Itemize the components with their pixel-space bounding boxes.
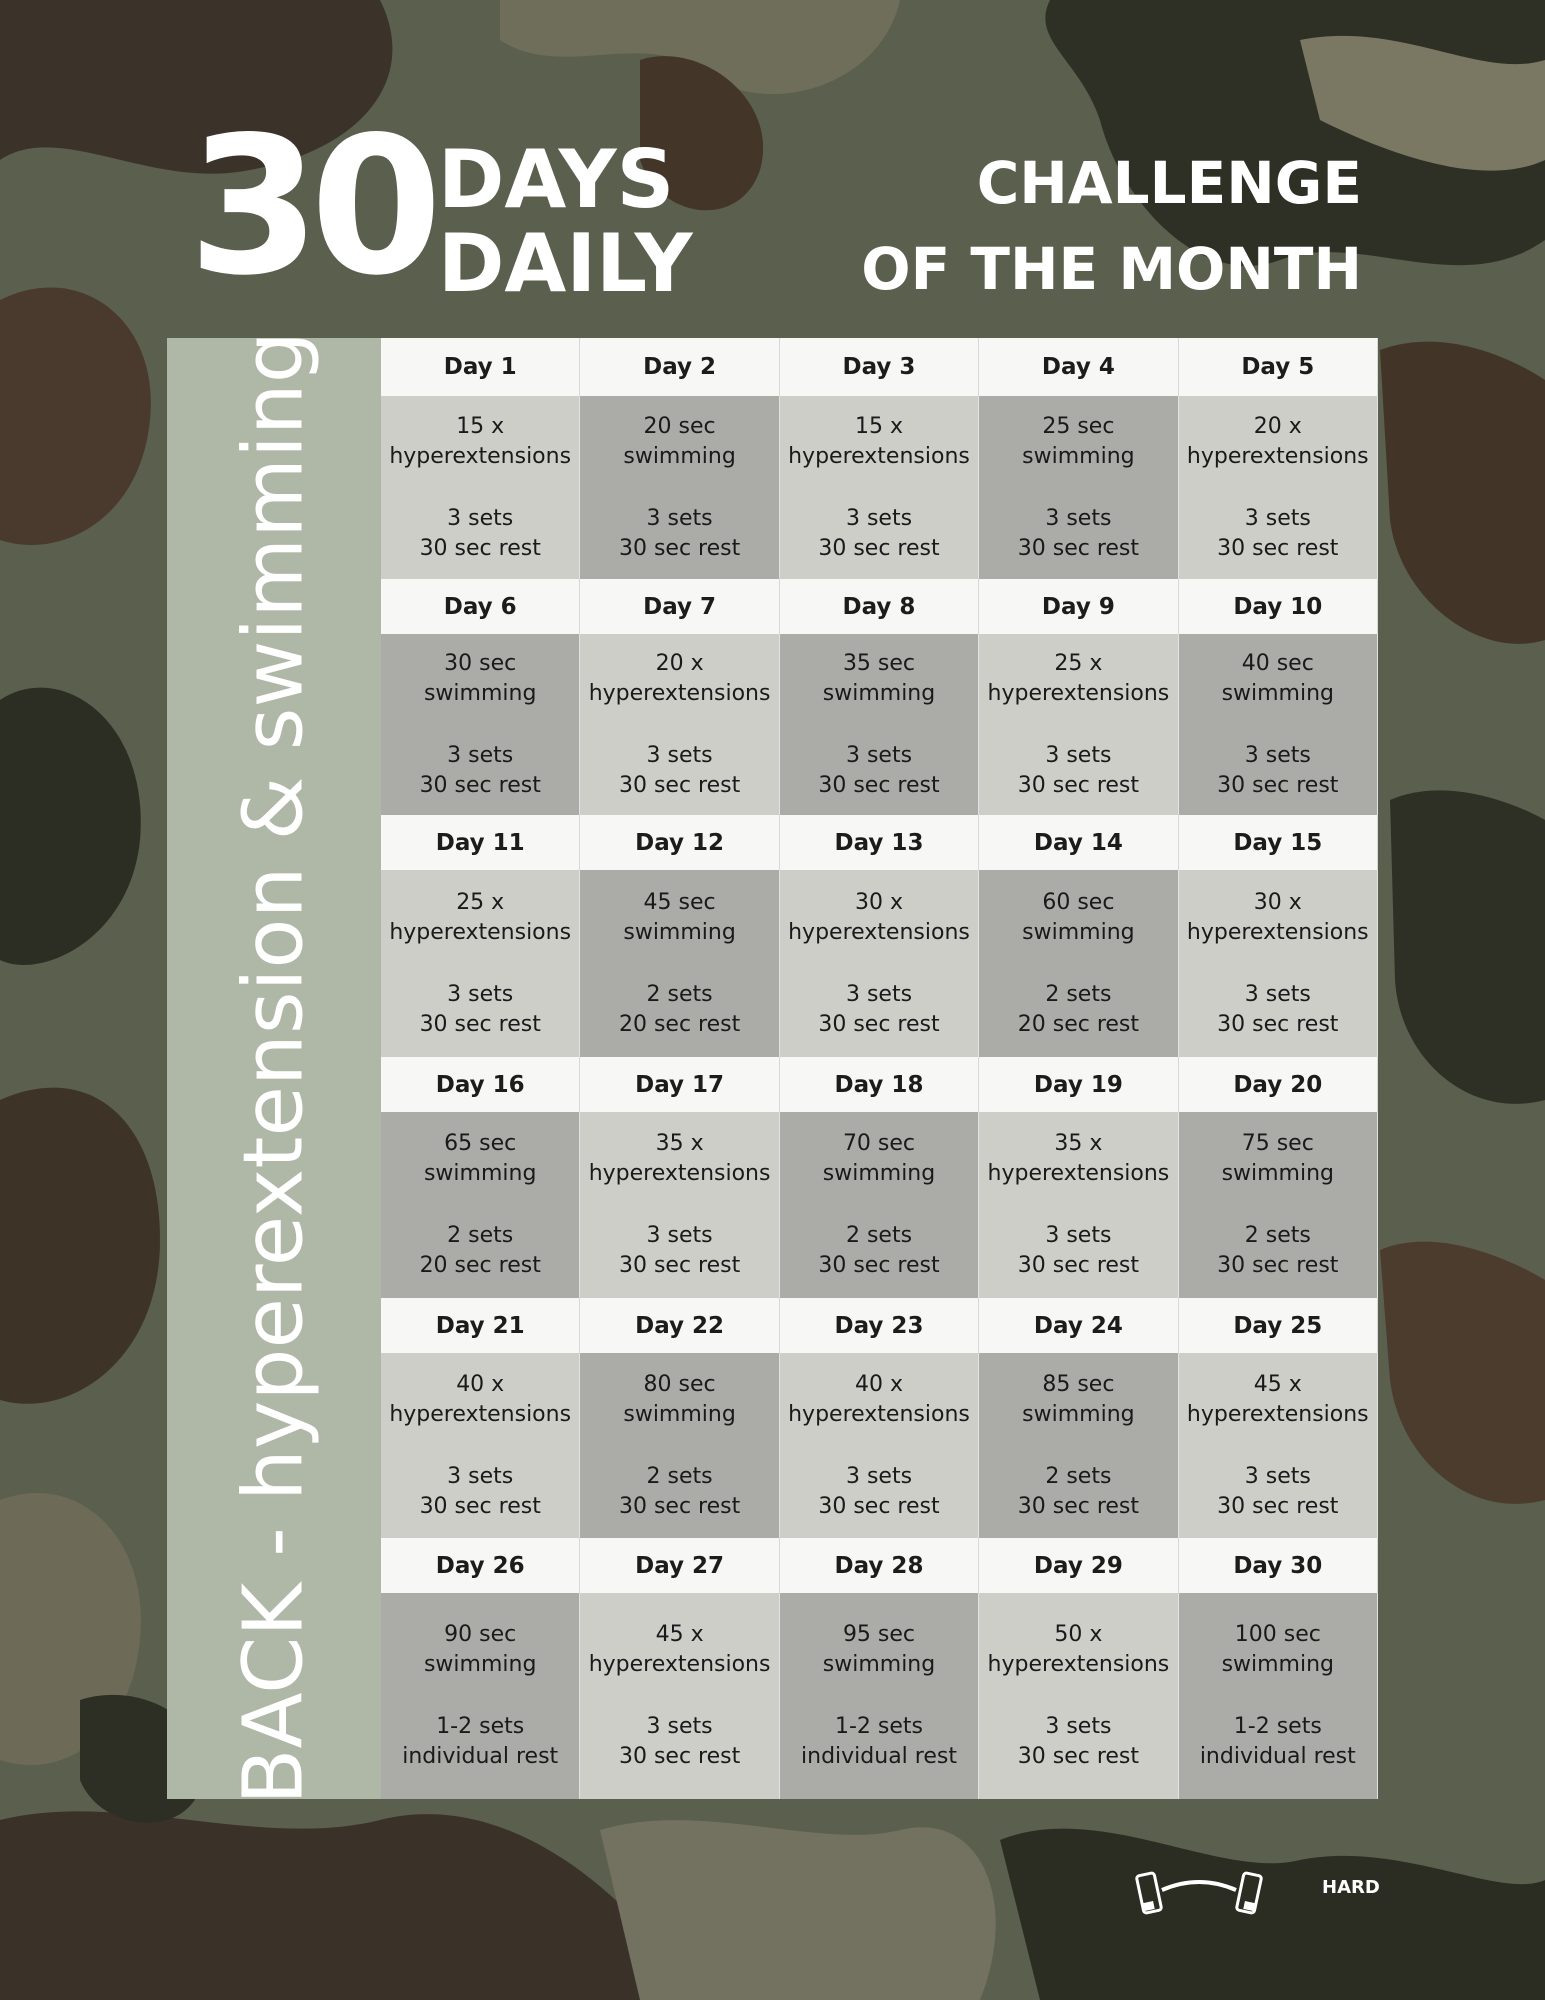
day-header: Day 15 xyxy=(1179,815,1378,870)
day-cell xyxy=(979,1593,1178,1799)
sets-text: 2 sets xyxy=(646,981,713,1007)
exercise-name: swimming xyxy=(423,1652,537,1677)
day-cell xyxy=(780,634,979,815)
sets-text: 3 sets xyxy=(845,981,913,1007)
sets-text: 3 sets xyxy=(845,742,913,768)
day-header: Day 11 xyxy=(381,815,580,870)
exercise-name: swimming xyxy=(623,1401,736,1427)
day-header: Day 9 xyxy=(979,579,1178,634)
day-header: Day 14 xyxy=(979,815,1178,870)
exercise-amount: 90 sec xyxy=(444,1622,517,1647)
exercise-amount: 60 sec xyxy=(1042,889,1115,915)
exercise-amount: 45 x xyxy=(655,1622,704,1647)
exercise-amount: 25 x xyxy=(1054,650,1103,676)
day-cell xyxy=(580,870,779,1057)
day-header: Day 4 xyxy=(979,338,1178,396)
barbell-icon xyxy=(1134,1868,1264,1918)
rest-text: 30 sec rest xyxy=(818,1493,940,1519)
exercise-amount: 65 sec xyxy=(444,1131,517,1156)
exercise-amount: 100 sec xyxy=(1234,1622,1321,1647)
exercise-name: hyperextensions xyxy=(389,919,572,945)
day-cell xyxy=(979,1112,1178,1298)
exercise-amount: 35 x xyxy=(1054,1131,1103,1156)
sets-text: 1-2 sets xyxy=(834,1714,923,1739)
exercise-amount: 95 sec xyxy=(842,1622,916,1647)
day-cell xyxy=(381,1112,580,1298)
day-cell xyxy=(1179,1593,1378,1799)
sets-text: 3 sets xyxy=(447,742,514,768)
day-header: Day 21 xyxy=(381,1298,580,1353)
day-cell xyxy=(979,870,1178,1057)
day-cell xyxy=(780,870,979,1057)
day-cell xyxy=(780,1593,979,1799)
exercise-name: swimming xyxy=(623,919,736,945)
rest-text: 30 sec rest xyxy=(1017,1744,1140,1769)
rest-text: individual rest xyxy=(402,1744,559,1769)
day-cell xyxy=(580,634,779,815)
rest-text: 30 sec rest xyxy=(419,1011,541,1037)
exercise-name: swimming xyxy=(822,1652,936,1677)
exercise-amount: 35 x xyxy=(655,1131,704,1156)
day-header: Day 2 xyxy=(580,338,779,396)
exercise-amount: 25 x xyxy=(456,889,505,915)
exercise-name: hyperextensions xyxy=(588,680,771,706)
sets-text: 3 sets xyxy=(1244,505,1311,531)
exercise-name: swimming xyxy=(1022,919,1135,945)
exercise-name: hyperextensions xyxy=(788,443,970,469)
exercise-name: swimming xyxy=(1022,1401,1135,1427)
rest-text: 30 sec rest xyxy=(818,1011,940,1037)
exercise-name: hyperextensions xyxy=(1186,443,1369,469)
difficulty-label: HARD xyxy=(1322,1877,1380,1898)
sets-text: 3 sets xyxy=(1244,981,1311,1007)
sets-text: 2 sets xyxy=(646,1463,713,1489)
day-header: Day 10 xyxy=(1179,579,1378,634)
day-cell xyxy=(381,870,580,1057)
exercise-name: swimming xyxy=(1221,1652,1335,1677)
sidebar-title: BACK - hyperextension & swimming xyxy=(226,331,322,1805)
rest-text: 20 sec rest xyxy=(419,1253,541,1278)
day-header: Day 3 xyxy=(780,338,979,396)
title-line-days: DAYS xyxy=(438,133,675,226)
sets-text: 2 sets xyxy=(845,1223,913,1248)
day-grid xyxy=(381,338,1378,1799)
rest-text: 20 sec rest xyxy=(1017,1011,1140,1037)
challenge-line-2: OF THE MONTH xyxy=(861,235,1362,303)
day-cell xyxy=(580,1112,779,1298)
day-header: Day 8 xyxy=(780,579,979,634)
exercise-amount: 40 x xyxy=(456,1371,505,1397)
day-header: Day 7 xyxy=(580,579,779,634)
day-cell xyxy=(580,1593,779,1799)
exercise-amount: 40 sec xyxy=(1241,650,1314,676)
exercise-name: hyperextensions xyxy=(987,680,1170,706)
sets-text: 3 sets xyxy=(447,1463,514,1489)
rest-text: 30 sec rest xyxy=(419,1493,541,1519)
day-cell xyxy=(580,1353,779,1538)
rest-text: 30 sec rest xyxy=(818,535,940,561)
exercise-amount: 45 x xyxy=(1253,1371,1302,1397)
challenge-title xyxy=(861,140,1362,312)
exercise-amount: 20 x xyxy=(1253,413,1302,439)
day-header: Day 27 xyxy=(580,1538,779,1593)
exercise-name: swimming xyxy=(423,1161,537,1186)
exercise-name: swimming xyxy=(1221,680,1335,706)
rest-text: 30 sec rest xyxy=(618,772,741,798)
sets-text: 3 sets xyxy=(646,505,713,531)
exercise-name: hyperextensions xyxy=(987,1161,1170,1186)
rest-text: 30 sec rest xyxy=(618,535,741,561)
exercise-name: swimming xyxy=(822,680,936,706)
rest-text: 30 sec rest xyxy=(1217,772,1339,798)
day-header: Day 5 xyxy=(1179,338,1378,396)
sets-text: 3 sets xyxy=(845,505,913,531)
exercise-amount: 20 x xyxy=(655,650,704,676)
sets-text: 2 sets xyxy=(447,1223,514,1248)
exercise-name: swimming xyxy=(1221,1161,1335,1186)
day-cell xyxy=(1179,1353,1378,1538)
sets-text: 3 sets xyxy=(1045,742,1112,768)
day-cell xyxy=(979,634,1178,815)
rest-text: 20 sec rest xyxy=(618,1011,741,1037)
exercise-amount: 30 x xyxy=(854,889,903,915)
exercise-name: hyperextensions xyxy=(588,1652,771,1677)
rest-text: 30 sec rest xyxy=(1217,1493,1339,1519)
exercise-amount: 20 sec xyxy=(643,413,716,439)
exercise-amount: 40 x xyxy=(854,1371,903,1397)
day-cell xyxy=(381,1593,580,1799)
day-header: Day 22 xyxy=(580,1298,779,1353)
day-cell xyxy=(1179,634,1378,815)
challenge-line-1: CHALLENGE xyxy=(976,149,1362,217)
exercise-name: hyperextensions xyxy=(788,919,970,945)
sets-text: 1-2 sets xyxy=(1233,1714,1322,1739)
day-cell xyxy=(780,1353,979,1538)
exercise-amount: 75 sec xyxy=(1241,1131,1314,1156)
exercise-name: hyperextensions xyxy=(987,1652,1170,1677)
day-header: Day 29 xyxy=(979,1538,1178,1593)
day-header: Day 13 xyxy=(780,815,979,870)
day-cell xyxy=(580,396,779,579)
rest-text: 30 sec rest xyxy=(419,772,541,798)
exercise-name: hyperextensions xyxy=(1186,1401,1369,1427)
exercise-name: swimming xyxy=(822,1161,936,1186)
day-header: Day 19 xyxy=(979,1057,1178,1112)
day-header: Day 12 xyxy=(580,815,779,870)
exercise-name: hyperextensions xyxy=(588,1161,771,1186)
exercise-amount: 15 x xyxy=(456,413,505,439)
sets-text: 3 sets xyxy=(646,1714,713,1739)
exercise-amount: 80 sec xyxy=(643,1371,716,1397)
day-header: Day 18 xyxy=(780,1057,979,1112)
sets-text: 2 sets xyxy=(1244,1223,1311,1248)
rest-text: 30 sec rest xyxy=(1217,1011,1339,1037)
sets-text: 1-2 sets xyxy=(436,1714,525,1739)
sets-text: 3 sets xyxy=(845,1463,913,1489)
rest-text: 30 sec rest xyxy=(1217,535,1339,561)
sets-text: 3 sets xyxy=(447,505,514,531)
day-header: Day 23 xyxy=(780,1298,979,1353)
rest-text: 30 sec rest xyxy=(1017,772,1140,798)
day-header: Day 26 xyxy=(381,1538,580,1593)
exercise-amount: 85 sec xyxy=(1042,1371,1115,1397)
exercise-amount: 15 x xyxy=(854,413,903,439)
sets-text: 2 sets xyxy=(1045,1463,1112,1489)
day-cell xyxy=(1179,396,1378,579)
title-line-daily: DAILY xyxy=(438,217,693,310)
sets-text: 3 sets xyxy=(1045,1223,1112,1248)
sets-text: 3 sets xyxy=(1244,742,1311,768)
day-header: Day 24 xyxy=(979,1298,1178,1353)
rest-text: 30 sec rest xyxy=(1017,1253,1140,1278)
big-number-30: 30 xyxy=(188,96,433,317)
day-cell xyxy=(1179,1112,1378,1298)
exercise-name: hyperextensions xyxy=(389,443,572,469)
rest-text: 30 sec rest xyxy=(818,772,940,798)
day-cell xyxy=(780,1112,979,1298)
exercise-amount: 50 x xyxy=(1054,1622,1103,1647)
day-header: Day 17 xyxy=(580,1057,779,1112)
day-header: Day 1 xyxy=(381,338,580,396)
day-header: Day 16 xyxy=(381,1057,580,1112)
sidebar-band xyxy=(167,331,381,1805)
sets-text: 3 sets xyxy=(1244,1463,1311,1489)
rest-text: 30 sec rest xyxy=(1217,1253,1339,1278)
rest-text: 30 sec rest xyxy=(1017,535,1140,561)
sets-text: 3 sets xyxy=(646,1223,713,1248)
rest-text: 30 sec rest xyxy=(818,1253,940,1278)
sets-text: 3 sets xyxy=(1045,505,1112,531)
rest-text: individual rest xyxy=(801,1744,957,1769)
day-cell xyxy=(381,396,580,579)
rest-text: individual rest xyxy=(1199,1744,1356,1769)
exercise-name: swimming xyxy=(1022,443,1135,469)
day-header: Day 25 xyxy=(1179,1298,1378,1353)
exercise-amount: 35 sec xyxy=(842,650,916,676)
exercise-name: hyperextensions xyxy=(788,1401,970,1427)
day-cell xyxy=(381,634,580,815)
sets-text: 2 sets xyxy=(1045,981,1112,1007)
exercise-amount: 30 sec xyxy=(444,650,517,676)
sets-text: 3 sets xyxy=(1045,1714,1112,1739)
challenge-table xyxy=(167,331,1378,1805)
rest-text: 30 sec rest xyxy=(618,1493,741,1519)
day-header: Day 20 xyxy=(1179,1057,1378,1112)
rest-text: 30 sec rest xyxy=(618,1744,741,1769)
day-cell xyxy=(381,1353,580,1538)
exercise-name: swimming xyxy=(623,443,736,469)
exercise-name: swimming xyxy=(423,680,537,706)
exercise-amount: 30 x xyxy=(1253,889,1302,915)
day-header: Day 30 xyxy=(1179,1538,1378,1593)
exercise-amount: 25 sec xyxy=(1042,413,1115,439)
exercise-amount: 45 sec xyxy=(643,889,716,915)
sets-text: 3 sets xyxy=(447,981,514,1007)
exercise-name: hyperextensions xyxy=(1186,919,1369,945)
exercise-amount: 70 sec xyxy=(842,1131,916,1156)
exercise-name: hyperextensions xyxy=(389,1401,572,1427)
day-cell xyxy=(979,1353,1178,1538)
rest-text: 30 sec rest xyxy=(1017,1493,1140,1519)
rest-text: 30 sec rest xyxy=(618,1253,741,1278)
sets-text: 3 sets xyxy=(646,742,713,768)
day-cell xyxy=(780,396,979,579)
day-cell xyxy=(979,396,1178,579)
day-header: Day 6 xyxy=(381,579,580,634)
day-cell xyxy=(1179,870,1378,1057)
rest-text: 30 sec rest xyxy=(419,535,541,561)
days-daily-title xyxy=(438,133,693,310)
day-header: Day 28 xyxy=(780,1538,979,1593)
